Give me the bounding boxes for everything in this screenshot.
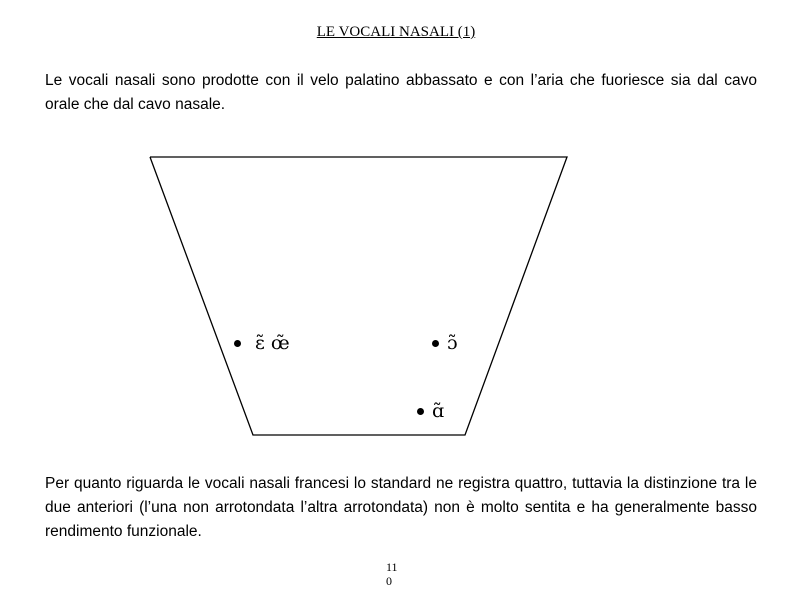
page-number-line-1: 11 [386,560,398,574]
body-paragraph: Per quanto riguarda le vocali nasali francesi lo standard ne registra quattro, tuttavia la distinzione tra le due anteriori (l’una non arrotondata l’altra arrotondata) non è molto sentita e ha generalmente basso rendimento funzionale. [45,475,757,540]
slide-title: LE VOCALI NASALI (1) [316,24,476,40]
trapezoid-outline [150,157,567,435]
back-mid-vowel-dot [432,340,439,347]
front-vowel-dot [234,340,241,347]
back-open-vowel-dot [417,408,424,415]
intro-paragraph: Le vocali nasali sono prodotte con il velo palatino abbassato e con l’aria che fuoriesce sia dal cavo orale che dal cavo nasale. [45,72,757,113]
page-number-line-2: 0 [386,574,392,588]
back-open-nasal-vowel: ɑ̃ [432,400,445,422]
front-nasal-vowels: ɛ̃ œ̃ [255,332,290,354]
page-number [386,560,398,588]
back-mid-nasal-vowel: ɔ̃ [447,332,458,354]
